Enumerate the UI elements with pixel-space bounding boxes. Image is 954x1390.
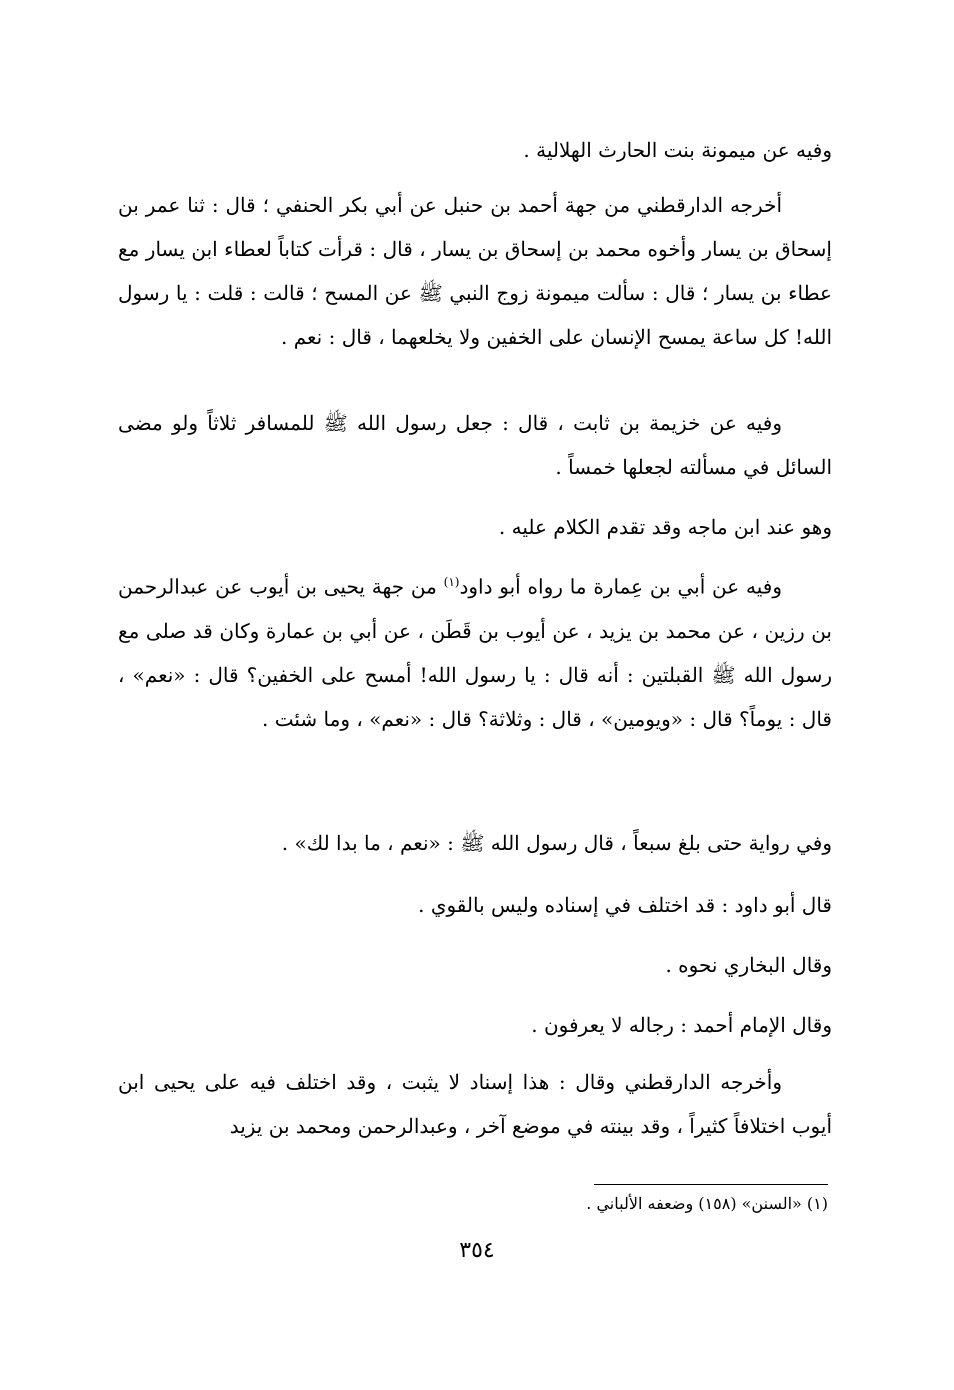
paragraph-ahmad-comment: وقال الإمام أحمد : رجاله لا يعرفون . [531,1013,832,1037]
footnote: (١) «السنن» (١٥٨) وضعفه الألباني . [586,1194,828,1213]
paragraph-text: وفيه عن خزيمة بن ثابت ، قال : جعل رسول الله ﷺ للمسافر ثلاثاً ولو مضى السائل في مسألته لجعلها خمساً . [118,411,832,479]
footnote-divider [594,1184,828,1185]
paragraph-text-part: من جهة يحيى بن أيوب عن عبدالرحمن بن رزين ، عن محمد بن يزيد ، عن أيوب بن قَطَن ، عن أبي بن عمارة وكان قد صلى مع رسول الله ﷺ القبلتين : أنه قال : يا رسول الله! أمسح على الخفين؟ قال : «نعم» ، قال : يوماً؟ قال : «ويومين» ، قال : وثلاثة؟ قال : «نعم» ، وما شئت . [118,574,832,731]
page-number: ٣٥٤ [459,1238,495,1263]
paragraph-text [118,560,832,741]
paragraph-daraqutni-maymuna [118,183,832,359]
paragraph-text: وأخرجه الدارقطني وقال : هذا إسناد لا يثبت ، وقد اختلف فيه على يحيى ابن أيوب اختلافاً كثيراً ، وقد بينته في موضع آخر ، وعبدالرحمن ومحمد بن يزيد [118,1070,832,1138]
paragraph-text-part: وفيه عن أبي بن عِمارة ما رواه أبو داود [459,574,782,599]
paragraph-bukhari-comment: وقال البخاري نحوه . [665,953,832,977]
paragraph-khuzayma [118,401,832,489]
paragraph-ubayy-bin-imara [118,560,832,741]
paragraph-sabaa-riwaya: وفي رواية حتى بلغ سبعاً ، قال رسول الله ﷺ : «نعم ، ما بدا لك» . [281,831,832,855]
paragraph-daraqutni-isnad [118,1060,832,1148]
paragraph-maymuna-intro: وفيه عن ميمونة بنت الحارث الهلالية . [523,138,832,162]
paragraph-ibn-majah: وهو عند ابن ماجه وقد تقدم الكلام عليه . [498,515,832,539]
paragraph-abu-dawud-comment: قال أبو داود : قد اختلف في إسناده وليس بالقوي . [418,893,832,917]
footnote-marker: (١) [443,575,460,589]
paragraph-text: أخرجه الدارقطني من جهة أحمد بن حنبل عن أبي بكر الحنفي ؛ قال : ثنا عمر بن إسحاق بن يسار وأخوه محمد بن إسحاق بن يسار ، قال : قرأت كتاباً لعطاء ابن يسار مع عطاء بن يسار ؛ قال : سألت ميمونة زوج النبي ﷺ عن المسح ؛ قالت : قلت : يا رسول الله! كل ساعة يمسح الإنسان على الخفين ولا يخلعهما ، قال : نعم . [118,193,832,349]
